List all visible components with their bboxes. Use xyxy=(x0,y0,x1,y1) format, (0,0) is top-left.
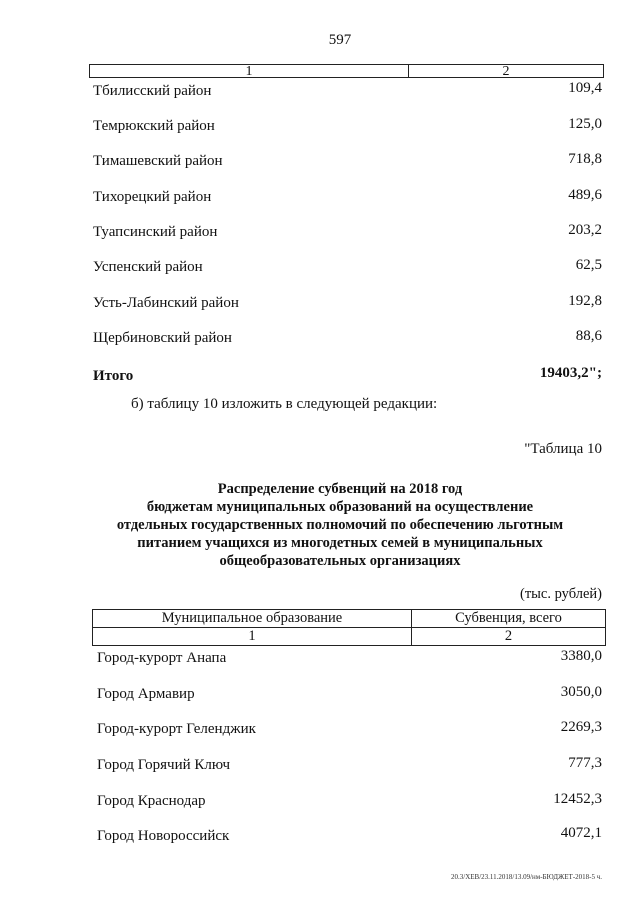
table-title xyxy=(80,480,600,570)
table1-row-value: 192,8 xyxy=(568,293,602,309)
table1-row-value: 109,4 xyxy=(568,80,602,96)
table1-row-value: 62,5 xyxy=(575,257,602,273)
table2-row-name: Город Краснодар xyxy=(97,793,206,809)
table1-row-name: Щербиновский район xyxy=(93,330,232,346)
table2-row-value: 12452,3 xyxy=(553,791,602,807)
table2-row-name: Город-курорт Анапа xyxy=(97,650,227,666)
table2-row-value: 2269,3 xyxy=(560,719,602,735)
table2-row-value: 4072,1 xyxy=(560,825,602,841)
table2-header-municipality: Муниципальное образование xyxy=(92,609,412,628)
table1-row-name: Темрюкский район xyxy=(93,118,215,134)
table2-row-name: Город Новороссийск xyxy=(97,828,230,844)
table1-row-value: 125,0 xyxy=(568,116,602,132)
title-line: бюджетам муниципальных образований на осуществление xyxy=(146,499,534,515)
instruction-text: б) таблицу 10 изложить в следующей редакции: xyxy=(131,396,438,412)
table1-row-name: Усть-Лабинский район xyxy=(93,295,239,311)
table1-row-name: Тбилисский район xyxy=(93,83,212,99)
table2-row-name: Город Армавир xyxy=(97,686,195,702)
table1-row-value: 203,2 xyxy=(568,222,602,238)
table2-col-number-2: 2 xyxy=(411,627,606,646)
table1-total-value: 19403,2"; xyxy=(539,365,602,381)
document-footer-code: 20.3/XEB/23.11.2018/13.09/нм-БЮДЖЕТ-2018-5 ч. xyxy=(451,873,602,881)
title-line: общеобразовательных организациях xyxy=(219,553,461,569)
table1-total-label: Итого xyxy=(93,368,134,384)
title-line: отдельных государственных полномочий по обеспечению льготным xyxy=(116,517,564,533)
table1-row-name: Тимашевский район xyxy=(93,153,223,169)
title-line: питанием учащихся из многодетных семей в муниципальных xyxy=(137,535,543,551)
title-line: Распределение субвенций на 2018 год xyxy=(217,481,463,497)
table1-row-name: Успенский район xyxy=(93,259,203,275)
table2-row-name: Город Горячий Ключ xyxy=(97,757,231,773)
table1-row-value: 88,6 xyxy=(575,328,602,344)
table1-col-header-1: 1 xyxy=(89,64,409,78)
table1-row-value: 718,8 xyxy=(568,151,602,167)
units-label: (тыс. рублей) xyxy=(520,586,602,602)
table1-row-name: Туапсинский район xyxy=(93,224,218,240)
table1-row-value: 489,6 xyxy=(568,187,602,203)
table1-row-name: Тихорецкий район xyxy=(93,189,212,205)
table2-row-value: 3380,0 xyxy=(560,648,602,664)
table2-row-value: 777,3 xyxy=(568,755,602,771)
table2-col-number-1: 1 xyxy=(92,627,412,646)
table-reference: "Таблица 10 xyxy=(524,441,602,457)
table2-row-value: 3050,0 xyxy=(560,684,602,700)
table1-col-header-2: 2 xyxy=(408,64,604,78)
table2-row-name: Город-курорт Геленджик xyxy=(97,721,256,737)
table2-header-subvention: Субвенция, всего xyxy=(411,609,606,628)
page-number: 597 xyxy=(328,32,352,48)
